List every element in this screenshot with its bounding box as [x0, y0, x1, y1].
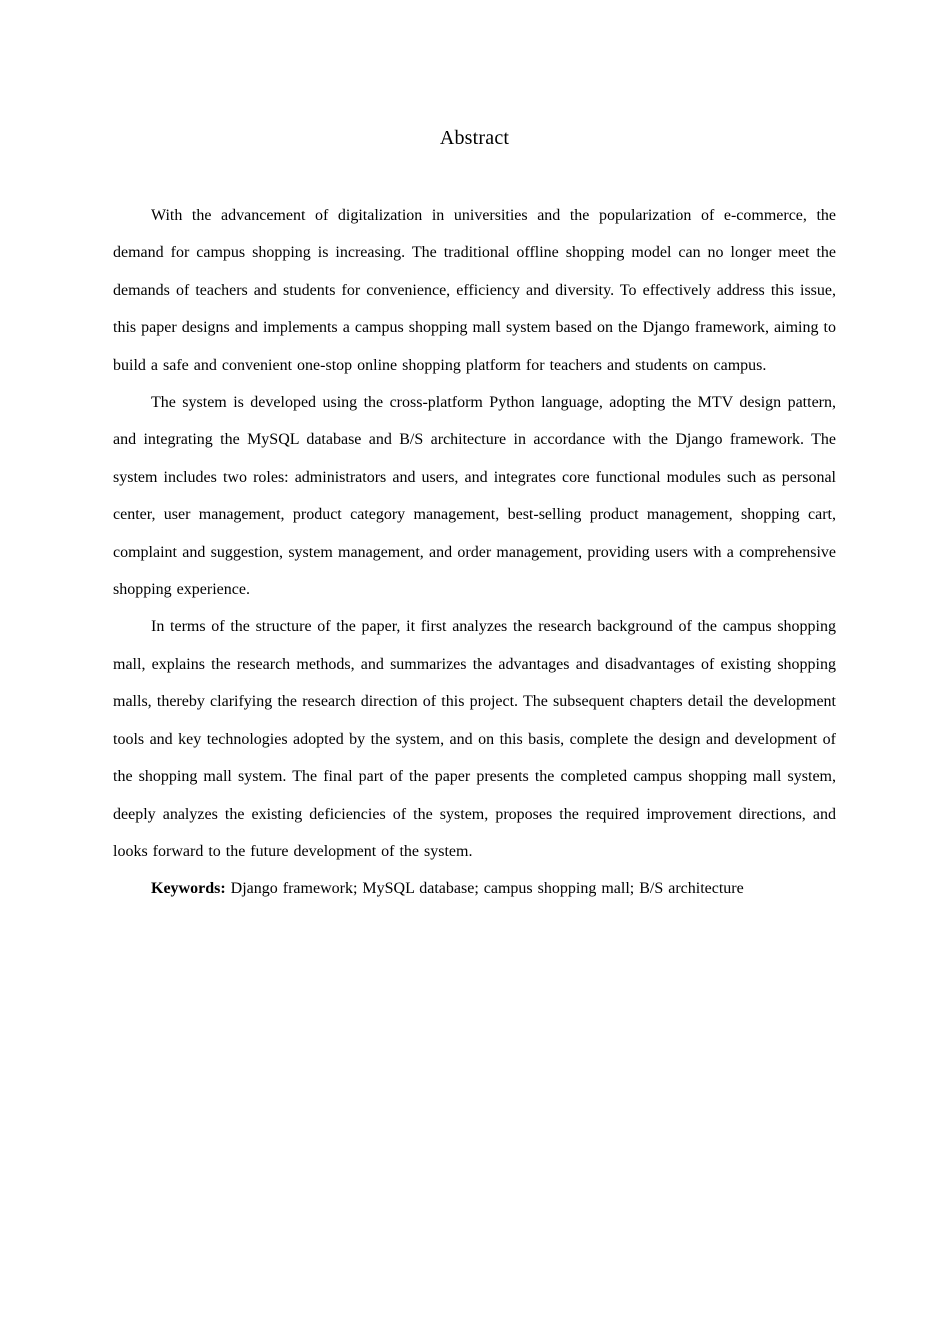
page-title: Abstract: [439, 127, 510, 149]
keywords-label: Keywords:: [151, 880, 226, 898]
keywords-paragraph: [113, 870, 836, 907]
abstract-paragraph-1: With the advancement of digitalization in universities and the popularization of e-commerce, the demand for campus shopping is increasing. The traditional offline shopping model can no longer meet the demands of teachers and students for convenience, efficiency and diversity. To effectively address this issue, this paper designs and implements a campus shopping mall system based on the Django framework, aiming to build a safe and convenient one-stop online shopping platform for teachers and students on campus.: [113, 207, 836, 374]
abstract-paragraph-3: In terms of the structure of the paper, it first analyzes the research background of the campus shopping mall, explains the research methods, and summarizes the advantages and disadvantages of existing shopping malls, thereby clarifying the research direction of this project. The subsequent chapters detail the development tools and key technologies adopted by the system, and on this basis, complete the design and development of the shopping mall system. The final part of the paper presents the completed campus shopping mall system, deeply analyzes the existing deficiencies of the system, proposes the required improvement directions, and looks forward to the future development of the system.: [113, 618, 836, 860]
keywords-text: Django framework; MySQL database; campus shopping mall; B/S architecture: [230, 880, 744, 898]
abstract-paragraph-2: The system is developed using the cross-platform Python language, adopting the MTV design pattern, and integrating the MySQL database and B/S architecture in accordance with the Django framework. The system includes two roles: administrators and users, and integrates core functional modules such as personal center, user management, product category management, best-selling product management, shopping cart, complaint and suggestion, system management, and order management, providing users with a comprehensive shopping experience.: [113, 394, 836, 599]
